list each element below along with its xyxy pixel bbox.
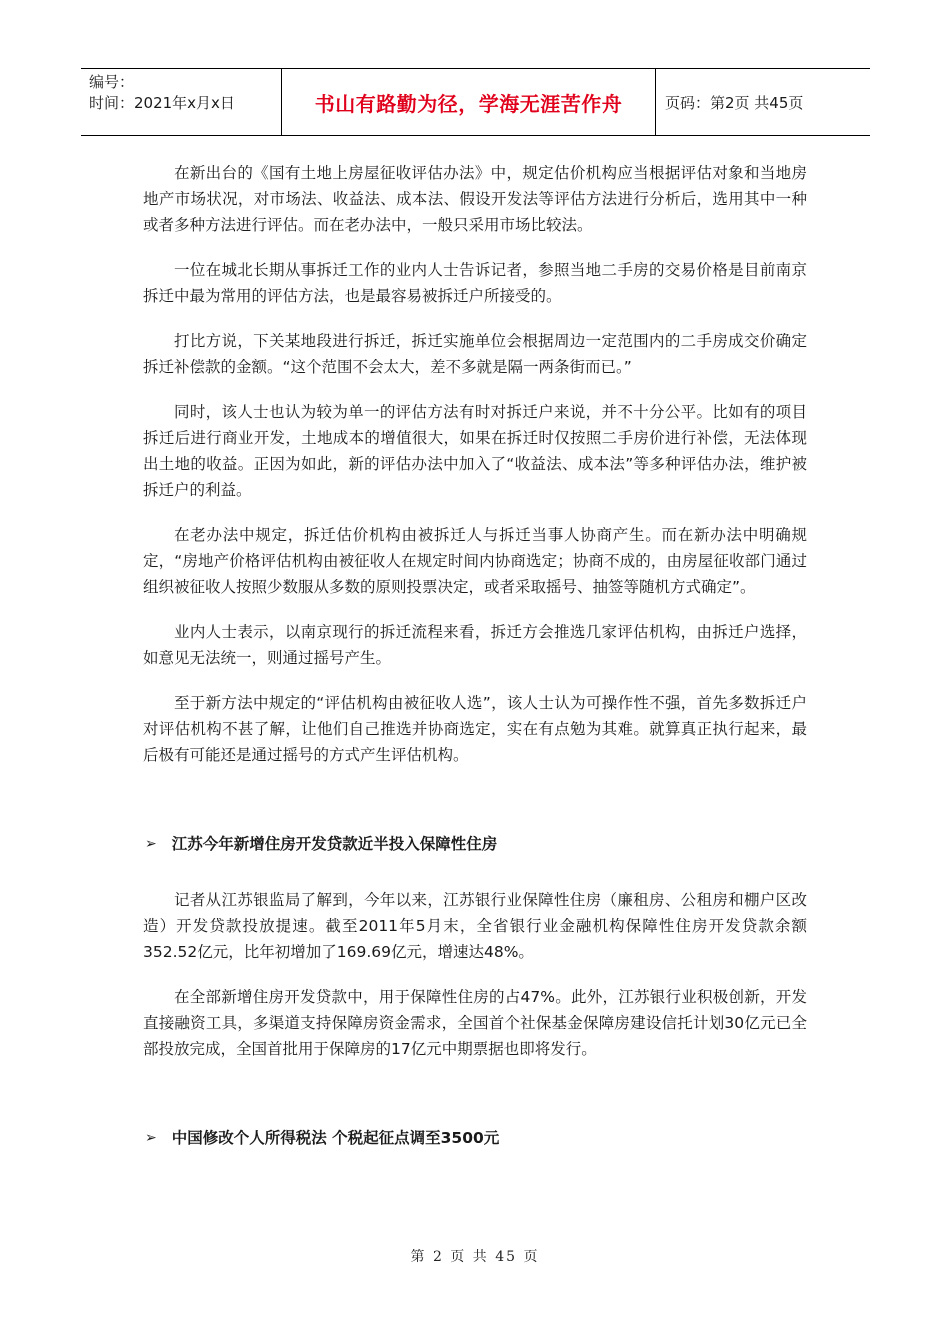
paragraph: 在老办法中规定，拆迁估价机构由被拆迁人与拆迁当事人协商产生。而在新办法中明确规定，“房地产价格评估机构由被征收人在规定时间内协商选定；协商不成的，由房屋征收部门通过组织被征收人按照少数服从多数的原则投票决定，或者采取摇号、抽签等随机方式确定”。 xyxy=(143,526,807,596)
page-info: 页码：第2页 共45页 xyxy=(665,93,804,112)
section-heading-text: 中国修改个人所得税法 个税起征点调至3500元 xyxy=(171,1129,500,1147)
header-meta xyxy=(81,69,281,135)
header-motto-cell xyxy=(281,69,656,135)
arrow-bullet-icon: ➢ xyxy=(145,1130,157,1146)
section-spacer xyxy=(143,857,807,887)
page-header xyxy=(81,68,870,136)
section-spacer xyxy=(143,1081,807,1125)
paragraph: 打比方说，下关某地段进行拆迁，拆迁实施单位会根据周边一定范围内的二手房成交价确定拆迁补偿款的金额。“这个范围不会太大，差不多就是隔一两条街而已。” xyxy=(143,332,807,376)
arrow-bullet-icon: ➢ xyxy=(145,836,157,852)
section-heading-tax xyxy=(143,1125,807,1151)
section-spacer xyxy=(143,787,807,831)
header-page-cell xyxy=(656,69,870,135)
page-footer: 第 2 页 共 45 页 xyxy=(410,1249,540,1265)
motto-text: 书山有路勤为径，学海无涯苦作舟 xyxy=(314,91,623,116)
paragraph: 同时，该人士也认为较为单一的评估方法有时对拆迁户来说，并不十分公平。比如有的项目拆迁后进行商业开发，土地成本的增值很大，如果在拆迁时仅按照二手房价进行补偿，无法体现出土地的收益。正因为如此，新的评估办法中加入了“收益法、成本法”等多种评估办法，维护被拆迁户的利益。 xyxy=(143,403,807,499)
paragraph: 一位在城北长期从事拆迁工作的业内人士告诉记者，参照当地二手房的交易价格是目前南京拆迁中最为常用的评估方法，也是最容易被拆迁户所接受的。 xyxy=(143,261,807,305)
paragraph: 至于新方法中规定的“评估机构由被征收人选”，该人士认为可操作性不强，首先多数拆迁户对评估机构不甚了解，让他们自己推选并协商选定，实在有点勉为其难。就算真正执行起来，最后极有可能还是通过摇号的方式产生评估机构。 xyxy=(143,694,807,764)
number-label: 编号： xyxy=(89,73,135,91)
paragraph: 业内人士表示，以南京现行的拆迁流程来看，拆迁方会推选几家评估机构，由拆迁户选择，如意见无法统一，则通过摇号产生。 xyxy=(143,623,807,667)
section-heading-jiangsu xyxy=(143,831,807,857)
section-heading-text: 江苏今年新增住房开发贷款近半投入保障性住房 xyxy=(171,835,498,853)
paragraph: 在全部新增住房开发贷款中，用于保障性住房的占47%。此外，江苏银行业积极创新，开发直接融资工具，多渠道支持保障房资金需求，全国首个社保基金保障房建设信托计划30亿元已全部投放完成，全国首批用于保障房的17亿元中期票据也即将发行。 xyxy=(143,988,807,1058)
document-body xyxy=(143,160,807,1151)
date-label: 时间：2021年x月x日 xyxy=(89,94,235,112)
paragraph: 在新出台的《国有土地上房屋征收评估办法》中，规定估价机构应当根据评估对象和当地房地产市场状况，对市场法、收益法、成本法、假设开发法等评估方法进行分析后，选用其中一种或者多种方法进行评估。而在老办法中，一般只采用市场比较法。 xyxy=(143,164,807,234)
paragraph: 记者从江苏银监局了解到，今年以来，江苏银行业保障性住房（廉租房、公租房和棚户区改造）开发贷款投放提速。截至2011年5月末，全省银行业金融机构保障性住房开发贷款余额352.52亿元，比年初增加了169.69亿元，增速达48%。 xyxy=(143,891,807,961)
